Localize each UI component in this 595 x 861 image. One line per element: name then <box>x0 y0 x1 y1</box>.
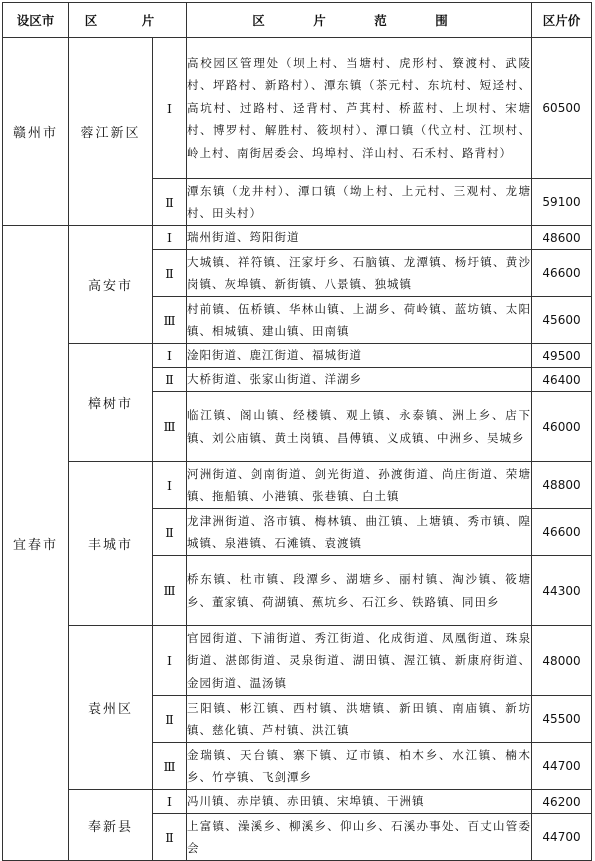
table-row <box>3 38 592 179</box>
range-cell: 三阳镇、彬江镇、西村镇、洪塘镇、新田镇、南庙镇、新坊镇、慈化镇、芦村镇、洪江镇 <box>187 696 532 743</box>
district-cell: 丰城市 <box>69 462 153 626</box>
price-cell: 49500 <box>532 344 592 368</box>
price-cell: 48000 <box>532 626 592 696</box>
range-cell: 金瑞镇、天台镇、寨下镇、辽市镇、柏木乡、水江镇、楠木乡、竹亭镇、飞剑潭乡 <box>187 743 532 790</box>
range-cell: 桥东镇、杜市镇、段潭乡、湖塘乡、丽村镇、淘沙镇、筱塘乡、董家镇、荷湖镇、蕉坑乡、石江乡、铁路镇、同田乡 <box>187 556 532 626</box>
price-cell: 46200 <box>532 790 592 814</box>
range-cell: 瑞州街道、筠阳街道 <box>187 226 532 250</box>
range-cell: 淦阳街道、鹿江街道、福城街道 <box>187 344 532 368</box>
price-cell: 48600 <box>532 226 592 250</box>
price-cell: 46400 <box>532 368 592 392</box>
price-cell: 44700 <box>532 814 592 861</box>
level-cell: Ⅲ <box>153 556 187 626</box>
level-cell: Ⅰ <box>153 626 187 696</box>
price-cell: 46000 <box>532 392 592 462</box>
price-cell: 45600 <box>532 297 592 344</box>
header-range: 区 片 范 围 <box>187 3 532 38</box>
range-cell: 高校园区管理处（坝上村、当塘村、虎形村、簝渡村、武陵村、坪路村、新路村）、潭东镇（茶元村、东坑村、短迳村、高坑村、过路村、迳背村、芦萁村、桥蓝村、上坝村、宋塘村、博罗村、解胜村、筱坝村）、潭口镇（代立村、江坝村、岭上村、南街居委会、坞埠村、洋山村、石禾村、路背村） <box>187 38 532 179</box>
price-cell: 60500 <box>532 38 592 179</box>
city-cell: 宜春市 <box>3 226 69 861</box>
price-cell: 45500 <box>532 696 592 743</box>
header-row <box>3 3 592 38</box>
price-cell: 48800 <box>532 462 592 509</box>
city-cell: 赣州市 <box>3 38 69 226</box>
table-row <box>3 626 592 696</box>
price-cell: 46600 <box>532 250 592 297</box>
level-cell: Ⅲ <box>153 392 187 462</box>
range-cell: 潭东镇（龙井村）、潭口镇（坳上村、上元村、三观村、龙塘村、田头村） <box>187 179 532 226</box>
level-cell: Ⅰ <box>153 344 187 368</box>
level-cell: Ⅲ <box>153 743 187 790</box>
table-row <box>3 226 592 250</box>
table-row <box>3 462 592 509</box>
district-cell: 樟树市 <box>69 344 153 462</box>
level-cell: Ⅱ <box>153 368 187 392</box>
range-cell: 河洲街道、剑南街道、剑光街道、孙渡街道、尚庄街道、荣塘镇、拖船镇、小港镇、张巷镇、白土镇 <box>187 462 532 509</box>
price-cell: 46600 <box>532 509 592 556</box>
level-cell: Ⅱ <box>153 696 187 743</box>
range-cell: 大城镇、祥符镇、汪家圩乡、石脑镇、龙潭镇、杨圩镇、黄沙岗镇、灰埠镇、新街镇、八景镇、独城镇 <box>187 250 532 297</box>
level-cell: Ⅰ <box>153 462 187 509</box>
level-cell: Ⅲ <box>153 297 187 344</box>
price-table-container <box>2 2 592 861</box>
header-district: 区 片 <box>69 3 187 38</box>
price-cell: 44700 <box>532 743 592 790</box>
header-price: 区片价 <box>532 3 592 38</box>
price-cell: 44300 <box>532 556 592 626</box>
level-cell: Ⅱ <box>153 250 187 297</box>
range-cell: 龙津洲街道、洛市镇、梅林镇、曲江镇、上塘镇、秀市镇、隍城镇、泉港镇、石滩镇、袁渡镇 <box>187 509 532 556</box>
level-cell: Ⅱ <box>153 814 187 861</box>
price-cell: 59100 <box>532 179 592 226</box>
level-cell: Ⅱ <box>153 179 187 226</box>
range-cell: 大桥街道、张家山街道、洋湖乡 <box>187 368 532 392</box>
level-cell: Ⅰ <box>153 226 187 250</box>
level-cell: Ⅱ <box>153 509 187 556</box>
table-row <box>3 790 592 814</box>
land-price-table <box>2 2 592 861</box>
district-cell: 蓉江新区 <box>69 38 153 226</box>
range-cell: 冯川镇、赤岸镇、赤田镇、宋埠镇、干洲镇 <box>187 790 532 814</box>
header-city: 设区市 <box>3 3 69 38</box>
range-cell: 官园街道、下浦街道、秀江街道、化成街道、凤凰街道、珠泉街道、湛郎街道、灵泉街道、湖田镇、渥江镇、新康府街道、金园街道、温汤镇 <box>187 626 532 696</box>
district-cell: 奉新县 <box>69 790 153 861</box>
level-cell: Ⅰ <box>153 38 187 179</box>
district-cell: 袁州区 <box>69 626 153 790</box>
range-cell: 村前镇、伍桥镇、华林山镇、上湖乡、荷岭镇、蓝坊镇、太阳镇、相城镇、建山镇、田南镇 <box>187 297 532 344</box>
range-cell: 临江镇、阁山镇、经楼镇、观上镇、永泰镇、洲上乡、店下镇、刘公庙镇、黄土岗镇、昌傅镇、义成镇、中洲乡、吴城乡 <box>187 392 532 462</box>
district-cell: 高安市 <box>69 226 153 344</box>
range-cell: 上富镇、澡溪乡、柳溪乡、仰山乡、石溪办事处、百丈山管委会 <box>187 814 532 861</box>
table-row <box>3 344 592 368</box>
level-cell: Ⅰ <box>153 790 187 814</box>
